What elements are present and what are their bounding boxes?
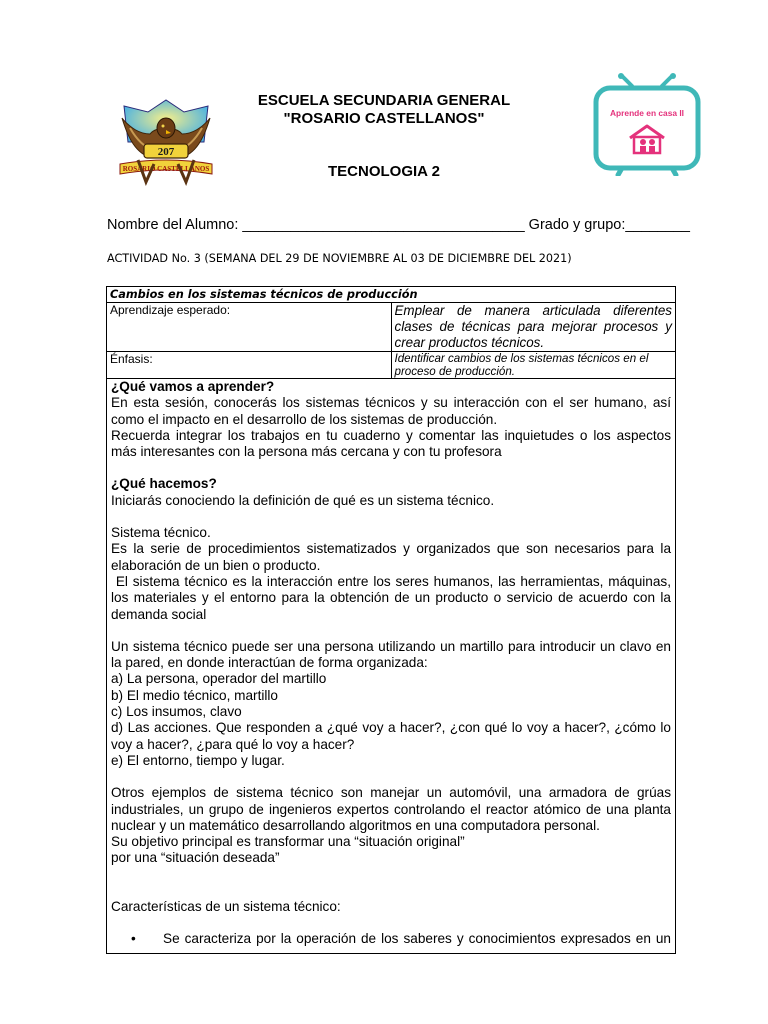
aprende-en-casa-logo xyxy=(592,72,702,176)
paragraph: Sistema técnico. xyxy=(111,525,211,541)
paragraph: El sistema técnico es la interacción entre los seres humanos, las herramientas, máquinas, los materiales y el entorno para la obtención de un producto o servicio de acuerdo con la demanda social xyxy=(111,573,675,622)
paragraph: Recuerda integrar los trabajos en tu cuaderno y comentar las inquietudes o los aspectos más interesantes con la persona más cercana y con tu profesora xyxy=(111,427,671,460)
bullet-text: Se caracteriza por la operación de los saberes y conocimientos expresados en un xyxy=(163,931,671,947)
table-title: Cambios en los sistemas técnicos de producción xyxy=(107,287,676,303)
school-name-line2: "ROSARIO CASTELLANOS" xyxy=(283,110,485,127)
bullet-dot-icon: • xyxy=(131,931,136,947)
paragraph: por una “situación deseada” xyxy=(111,850,280,866)
list-item: a) La persona, operador del martillo xyxy=(111,671,327,687)
student-name-line: Nombre del Alumno: ___________________________________ Grado y grupo:________ xyxy=(107,217,690,233)
activity-line: ACTIVIDAD No. 3 (SEMANA DEL 29 DE NOVIEMBRE AL 03 DE DICIEMBRE DEL 2021) xyxy=(107,252,572,265)
school-name-line1: ESCUELA SECUNDARIA GENERAL xyxy=(257,92,511,109)
paragraph: Otros ejemplos de sistema técnico son manejar un automóvil, una armadora de grúas industriales, un grupo de ingenieros expertos controlando el reactor atómico de una planta nuclear y un matemático desarrollando algoritmos en una computadora personal. xyxy=(111,785,671,833)
paragraph: Es la serie de procedimientos sistematizados y organizados que son necesarios para la elaboración de un bien o producto. xyxy=(111,541,671,573)
logo-number: 207 xyxy=(157,146,175,158)
paragraph: Iniciarás conociendo la definición de qué es un sistema técnico. xyxy=(111,492,495,508)
school-name xyxy=(200,92,568,128)
paragraph: Su objetivo principal es transformar una “situación original” xyxy=(111,834,465,850)
heading-que-hacemos: ¿Qué hacemos? xyxy=(111,476,217,492)
paragraph: Características de un sistema técnico: xyxy=(111,898,341,914)
logo-banner: ROSARIO CASTELLANOS xyxy=(122,165,210,173)
paragraph: Un sistema técnico puede ser una persona utilizando un martillo para introducir un clavo en la pared, en donde interactúan de forma organizada: xyxy=(111,638,671,671)
lesson-table xyxy=(106,286,676,954)
list-item: c) Los insumos, clavo xyxy=(111,704,242,720)
list-item: e) El entorno, tiempo y lugar. xyxy=(111,752,285,768)
enfasis-label: Énfasis: xyxy=(107,352,392,379)
paragraph: En esta sesión, conocerás los sistemas técnicos y su interacción con el ser humano, así como el impacto en el desarrollo de los sistemas de producción. xyxy=(111,395,671,427)
bullet-item xyxy=(131,931,671,947)
aprendizaje-value: Emplear de manera articulada diferentes clases de técnicas para mejorar procesos y crear productos técnicos. xyxy=(391,303,676,352)
enfasis-value: Identificar cambios de los sistemas técnicos en el proceso de producción. xyxy=(391,352,676,379)
aprendizaje-label: Aprendizaje esperado: xyxy=(107,303,392,352)
lesson-content xyxy=(107,379,676,954)
list-item: b) El medio técnico, martillo xyxy=(111,687,278,703)
subject-title: TECNOLOGIA 2 xyxy=(328,163,440,180)
list-item: d) Las acciones. Que responden a ¿qué voy a hacer?, ¿con qué lo voy a hacer?, ¿cómo lo voy a hacer?, ¿para qué lo voy a hacer? xyxy=(111,720,671,752)
heading-que-vamos-a-aprender: ¿Qué vamos a aprender? xyxy=(111,379,275,394)
tv-badge-text: Aprende en casa II xyxy=(609,108,685,118)
